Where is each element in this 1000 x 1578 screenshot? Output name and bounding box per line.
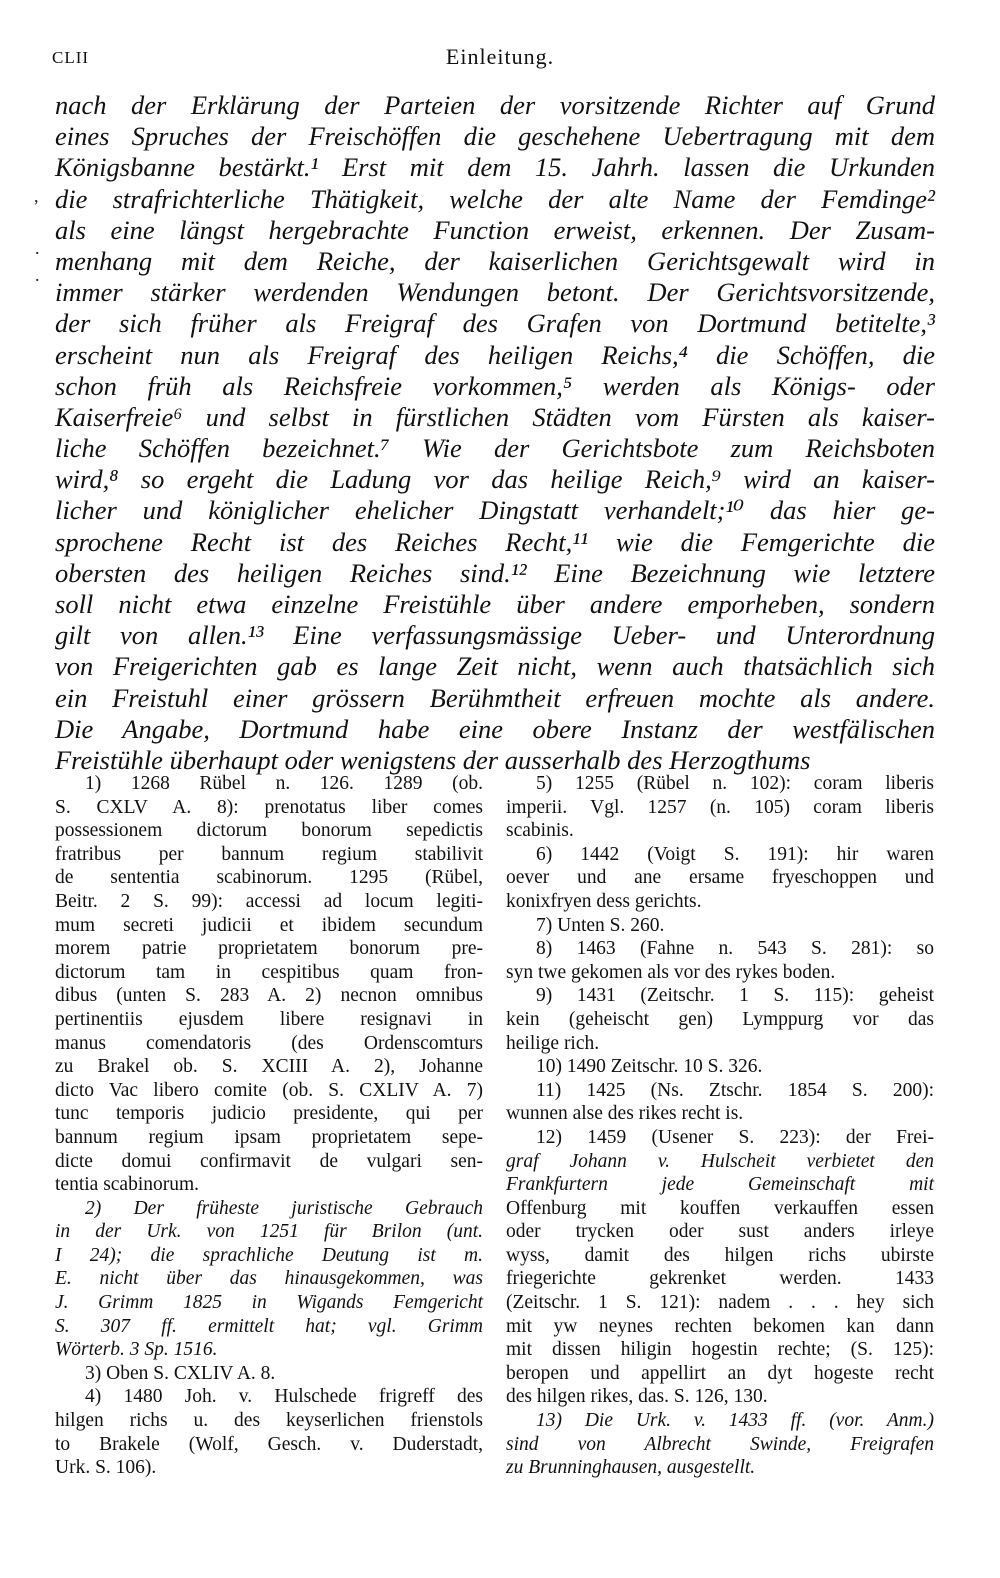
footnote-line: manus comendatoris (des Ordenscomturs: [55, 1032, 483, 1054]
footnote-line: pertinentiis ejusdem libere resignavi in: [55, 1008, 483, 1030]
footnote-line: mit dissen hiligin hogestin rechte; (S. 125):: [506, 1339, 934, 1361]
footnote-line: hilgen richs u. des keyserlichen frienstols: [55, 1410, 483, 1432]
footnotes-left-column: [55, 772, 483, 1480]
page-number: CLII: [52, 48, 90, 67]
footnote-line: dicte domui confirmavit de vulgari sen-: [55, 1150, 483, 1172]
footnote-line: 10) 1490 Zeitschr. 10 S. 326.: [536, 1056, 763, 1078]
footnote-line: sind von Albrecht Swinde, Freigrafen: [506, 1433, 934, 1455]
footnote-line: S. CXLV A. 8): prenotatus liber comes: [55, 796, 483, 818]
footnote-line: bannum regium ipsam proprietatem sepe-: [55, 1126, 483, 1148]
body-line: ein Freistuhl einer grössern Berühmtheit erfreuen mochte als andere.: [55, 682, 935, 713]
body-line: obersten des heiligen Reiches sind.¹² Eine Bezeichnung wie letztere: [55, 557, 935, 588]
footnote-line: graf Johann v. Hulscheit verbietet den: [506, 1150, 934, 1172]
footnote-line: 13) Die Urk. v. 1433 ff. (vor. Anm.): [536, 1410, 934, 1432]
body-line: soll nicht etwa einzelne Freistühle über andere emporheben, sondern: [55, 589, 935, 619]
footnote-line: friegerichte gekrenket werden. 1433: [506, 1268, 934, 1290]
body-line: Die Angabe, Dortmund habe eine obere Instanz der westfälischen: [55, 713, 935, 744]
footnote-line: 3) Oben S. CXLIV A. 8.: [85, 1362, 276, 1384]
footnote-line: zu Brakel ob. S. XCIII A. 2), Johanne: [55, 1056, 483, 1078]
footnote-line: des hilgen rikes, das. S. 126, 130.: [506, 1386, 768, 1408]
body-line: als eine längst hergebrachte Function erweist, erkennen. Der Zusam-: [55, 214, 935, 245]
footnote-line: oever und ane ersame fryeschoppen und: [506, 867, 934, 889]
footnote-line: in der Urk. von 1251 für Brilon (unt.: [55, 1221, 483, 1243]
footnote-line: konixfryen dess gerichts.: [506, 890, 702, 912]
footnote-line: Urk. S. 106).: [55, 1457, 157, 1479]
body-line: licher und königlicher ehelicher Dingstatt verhandelt;¹⁰ das hier ge-: [55, 495, 935, 526]
footnote-line: 5) 1255 (Rübel n. 102): coram liberis: [536, 773, 934, 794]
footnotes-right-column: [506, 772, 934, 1480]
footnote-line: 12) 1459 (Usener S. 223): der Frei-: [536, 1126, 934, 1148]
body-line: schon früh als Reichsfreie vorkommen,⁵ werden als Königs- oder: [55, 370, 935, 401]
footnote-line: Beitr. 2 S. 99): accessi ad locum legiti-: [55, 890, 483, 912]
body-line: die strafrichterliche Thätigkeit, welche der alte Name der Femdinge²: [55, 183, 935, 214]
footnote-line: 2) Der früheste juristische Gebrauch: [85, 1197, 483, 1219]
footnote-line: de sententia scabinorum. 1295 (Rübel,: [55, 867, 483, 889]
footnote-line: dictorum tam in cespitibus quam fron-: [55, 961, 483, 983]
body-line: liche Schöffen bezeichnet.⁷ Wie der Gerichtsbote zum Reichsboten: [55, 433, 935, 464]
body-line: erscheint nun als Freigraf des heiligen Reichs,⁴ die Schöffen, die: [55, 339, 935, 370]
footnote-line: Frankfurtern jede Gemeinschaft mit: [506, 1174, 934, 1196]
footnote-line: tentia scabinorum.: [55, 1174, 200, 1196]
footnote-line: kein (geheischt gen) Lymppurg vor das: [506, 1008, 934, 1030]
footnote-line: S. 307 ff. ermittelt hat; vgl. Grimm: [55, 1315, 483, 1337]
page-header: [52, 40, 948, 72]
footnote-line: scabinis.: [506, 820, 574, 842]
footnote-line: E. nicht über das hinausgekommen, was: [55, 1268, 483, 1290]
footnote-line: imperii. Vgl. 1257 (n. 105) coram liberis: [506, 796, 934, 818]
footnote-line: mum secreti judicii et ibidem secundum: [55, 914, 483, 936]
body-line: nach der Erklärung der Parteien der vorsitzende Richter auf Grund: [55, 90, 935, 120]
footnote-line: 6) 1442 (Voigt S. 191): hir waren: [536, 843, 934, 865]
footnote-line: 4) 1480 Joh. v. Hulschede frigreff des: [85, 1386, 483, 1408]
margin-mark: .: [35, 265, 40, 285]
footnote-line: fratribus per bannum regium stabilivit: [55, 843, 483, 865]
margin-mark: ,: [34, 186, 39, 206]
running-title: Einleitung.: [445, 44, 555, 69]
body-line: Freistühle überhaupt oder wenigstens der ausserhalb des Herzogthums: [55, 744, 811, 775]
margin-mark: .: [35, 238, 40, 258]
footnote-line: possessionem dictorum bonorum sepedictis: [55, 820, 483, 842]
footnote-line: wunnen alse des rikes recht is.: [506, 1103, 744, 1125]
footnote-line: (Zeitschr. 1 S. 121): nadem . . . hey sich: [506, 1292, 934, 1314]
footnote-line: Wörterb. 3 Sp. 1516.: [55, 1339, 218, 1361]
footnote-line: Offenburg mit kouffen verkauffen essen: [506, 1197, 934, 1219]
footnote-line: zu Brunninghausen, ausgestellt.: [506, 1457, 756, 1479]
footnote-line: J. Grimm 1825 in Wigands Femgericht: [55, 1292, 483, 1314]
footnote-line: wyss, damit des hilgen richs ubirste: [506, 1244, 934, 1266]
footnote-line: 9) 1431 (Zeitschr. 1 S. 115): geheist: [536, 985, 934, 1007]
body-line: eines Spruches der Freischöffen die geschehene Uebertragung mit dem: [55, 121, 935, 152]
footnote-line: dicto Vac libero comite (ob. S. CXLIV A. 7): [55, 1079, 483, 1101]
footnote-line: 11) 1425 (Ns. Ztschr. 1854 S. 200):: [536, 1079, 934, 1101]
body-line: wird,⁸ so ergeht die Ladung vor das heilige Reich,⁹ wird an kaiser-: [55, 464, 935, 495]
footnote-line: morem patrie proprietatem bonorum pre-: [55, 938, 483, 960]
footnote-line: I 24); die sprachliche Deutung ist m.: [55, 1244, 483, 1266]
footnote-line: 8) 1463 (Fahne n. 543 S. 281): so: [536, 938, 934, 960]
body-line: der sich früher als Freigraf des Grafen von Dortmund betitelte,³: [55, 308, 935, 339]
body-line: von Freigerichten gab es lange Zeit nicht, wenn auch thatsächlich sich: [55, 651, 935, 682]
footnote-line: mit yw neynes rechten bekomen kan dann: [506, 1315, 934, 1337]
body-line: gilt von allen.¹³ Eine verfassungsmässige Ueber- und Unterordnung: [55, 620, 935, 651]
body-line: sprochene Recht ist des Reiches Recht,¹¹ wie die Femgerichte die: [55, 526, 935, 557]
main-text: [55, 90, 935, 776]
body-line: immer stärker werdenden Wendungen betont. Der Gerichtsvorsitzende,: [55, 277, 935, 308]
body-line: Kaiserfreie⁶ und selbst in fürstlichen Städten vom Fürsten als kaiser-: [55, 401, 935, 432]
body-line: menhang mit dem Reiche, der kaiserlichen Gerichtsgewalt wird in: [55, 245, 935, 276]
footnote-line: oder trycken oder sust anders irleye: [506, 1221, 934, 1243]
footnote-line: syn twe gekomen als vor des rykes boden.: [506, 961, 836, 983]
footnote-line: 7) Unten S. 260.: [536, 914, 665, 936]
footnote-line: 1) 1268 Rübel n. 126. 1289 (ob.: [85, 773, 483, 794]
footnote-line: dibus (unten S. 283 A. 2) necnon omnibus: [55, 985, 483, 1007]
body-line: Königsbanne bestärkt.¹ Erst mit dem 15. Jahrh. lassen die Urkunden: [55, 152, 935, 183]
footnote-line: tunc temporis judicio presidente, qui per: [55, 1103, 483, 1125]
footnote-line: heilige rich.: [506, 1032, 600, 1054]
footnote-line: to Brakele (Wolf, Gesch. v. Duderstadt,: [55, 1433, 483, 1455]
footnote-line: beropen und appellirt an dyt hogeste recht: [506, 1362, 934, 1384]
